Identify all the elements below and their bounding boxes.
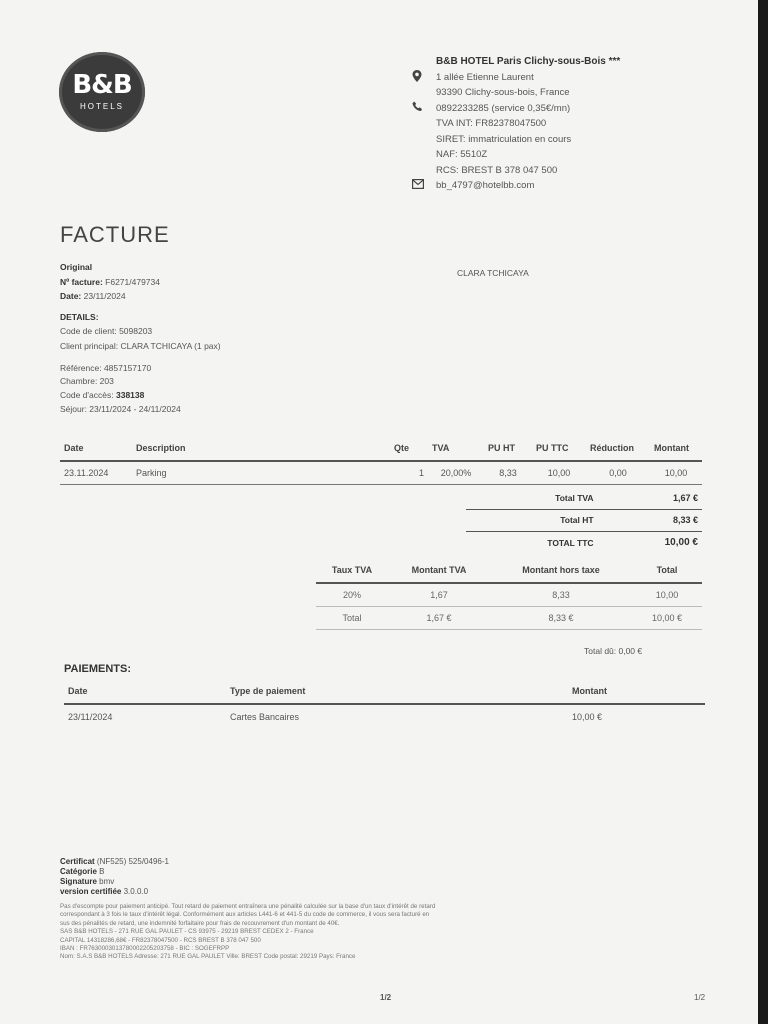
main-client: Client principal: CLARA TCHICAYA (1 pax) [60,341,221,351]
total-ht-value: 8,33 € [618,510,702,532]
item-date: 23.11.2024 [60,461,132,485]
total-ht-label: Total HT [466,510,618,532]
hotel-phone: 0892233285 (service 0,35€/mn) [436,102,571,114]
col-qte: Qte [390,440,428,461]
legal-line: correspondant à 3 fois le taux d'intérêt légal. Conformément aux articles L441-6 et 441-5 du code de commerce, il vous sera facturé en [60,911,430,919]
access-code: Code d'accès: 338138 [60,390,145,400]
tva-rate: 20% [316,583,388,607]
item-montant: 10,00 [650,461,702,485]
hotel-phone-line [412,101,620,117]
tva-total: 10,00 € [632,607,702,630]
total-ht-row [466,510,702,532]
page-number-right: 1/2 [694,993,706,1002]
col-pu-ttc: PU TTC [532,440,586,461]
certification-block [60,857,169,897]
map-pin-icon [412,70,428,87]
items-table [60,440,702,485]
col-pay-type: Type de paiement [226,682,568,704]
tva-amount: 1,67 € [388,607,490,630]
legal-line: CAPITAL 14318286,68€ - FR82378047500 - RCS BREST B 378 047 500 [60,936,261,944]
hotel-name: B&B HOTEL Paris Clichy-sous-Bois *** [436,56,621,67]
bb-hotels-logo [59,52,145,132]
items-header-row [60,440,702,461]
total-ttc-value: 10,00 € [618,532,702,555]
legal-line: Pas d'escompte pour paiement anticipé. Tout retard de paiement entraînera une pénalité calculée sur la base d'un taux d'intérêt de retard [60,903,436,910]
category: Catégorie B [60,867,105,876]
certified-version: version certifiée 3.0.0.0 [60,887,149,896]
table-row [316,583,702,607]
original-label: Original [60,262,93,272]
table-row [60,461,702,485]
col-description: Description [132,440,390,461]
signature: Signature bmv [60,877,115,886]
hotel-address1: 1 allée Etienne Laurent [436,71,534,83]
col-pay-date: Date [64,682,226,704]
tva-ht: 8,33 € [490,607,632,630]
page-number-center: 1/2 [380,993,392,1002]
col-reduction: Réduction [586,440,650,461]
col-pay-amount: Montant [568,682,705,704]
item-description: Parking [132,461,390,485]
pay-date: 23/11/2024 [68,712,113,722]
invoice-date: Date: 23/11/2024 [60,291,126,301]
payments-header-row [64,682,705,704]
table-row [316,607,702,630]
client-name: CLARA TCHICAYA [457,268,529,278]
hotel-siret: SIRET: immatriculation en cours [436,133,572,145]
item-pu-ttc: 10,00 [532,461,586,485]
logo-text: B&B [72,70,132,100]
hotel-naf: NAF: 5510Z [436,149,488,160]
total-ttc-row [466,532,702,555]
col-tva: TVA [428,440,484,461]
legal-text [60,903,710,962]
logo-subtext: HOTELS [79,102,124,111]
stay-dates: Séjour: 23/11/2024 - 24/11/2024 [60,404,181,414]
hotel-rcs: RCS: BREST B 378 047 500 [436,164,558,176]
col-total: Total [632,562,702,583]
total-ttc-label: TOTAL TTC [466,532,618,555]
total-tva-value: 1,67 € [672,493,698,503]
client-code: Code de client: 5098203 [60,326,153,336]
tva-header-row [316,562,702,583]
tva-rate: Total [316,607,388,630]
legal-line: SAS B&B HOTELS - 271 RUE GAL PAULET - CS 93975 - 29219 BREST CEDEX 2 - France [60,928,314,936]
legal-line: Nom: S.A.S B&B HOTELS Adresse: 271 RUE GAL PAULET Ville: BREST Code postal: 29219 Pays: France [60,953,356,961]
payments-title: PAIEMENTS: [64,663,132,675]
col-pu-ht: PU HT [484,440,532,461]
total-due: Total dû: 0,00 € [584,646,643,656]
invoice-number: Nº facture: F6271/479734 [60,277,160,287]
hotel-address-line2 [412,85,620,101]
col-montant-ht: Montant hors taxe [490,562,632,583]
tva-total: 10,00 [632,583,702,607]
total-tva-label: Total TVA [555,493,594,503]
pay-amount: 10,00 € [572,712,603,722]
legal-line: IBAN : FR7630003013780002205203758 - BIC : SOGEFRPP [60,945,230,953]
hotel-email-line [412,178,620,194]
pay-type: Cartes Bancaires [230,712,300,722]
document-title: FACTURE [60,222,170,247]
hotel-address-line1 [412,70,620,86]
col-montant-tva: Montant TVA [388,562,490,583]
certificate: Certificat (NF525) 525/0496-1 [60,857,169,866]
item-reduction: 0,00 [586,461,650,485]
hotel-address2: 93390 Clichy-sous-bois, France [436,87,570,98]
hotel-email: bb_4797@hotelbb.com [436,180,535,191]
mail-icon [412,178,428,194]
tva-ht: 8,33 [490,583,632,607]
table-row [64,704,705,729]
phone-icon [412,101,428,117]
room: Chambre: 203 [60,376,114,386]
item-tva: 20,00% [428,461,484,485]
hotel-info [412,54,620,194]
tva-amount: 1,67 [388,583,490,607]
payments-table [64,682,705,729]
legal-line: sus des pénalités de retard, une indemnité forfaitaire pour frais de recouvrement d'un montant de 40€. [60,919,340,927]
details-label: DETAILS: [60,312,99,322]
col-montant: Montant [650,440,702,461]
totals-table [466,488,702,554]
total-tva-row [466,488,702,510]
hotel-tva: TVA INT: FR82378047500 [436,118,547,129]
col-date: Date [60,440,132,461]
col-taux-tva: Taux TVA [316,562,388,583]
tva-summary-table [316,562,702,630]
item-pu-ht: 8,33 [484,461,532,485]
reference: Référence: 4857157170 [60,363,152,373]
item-qte: 1 [390,461,428,485]
